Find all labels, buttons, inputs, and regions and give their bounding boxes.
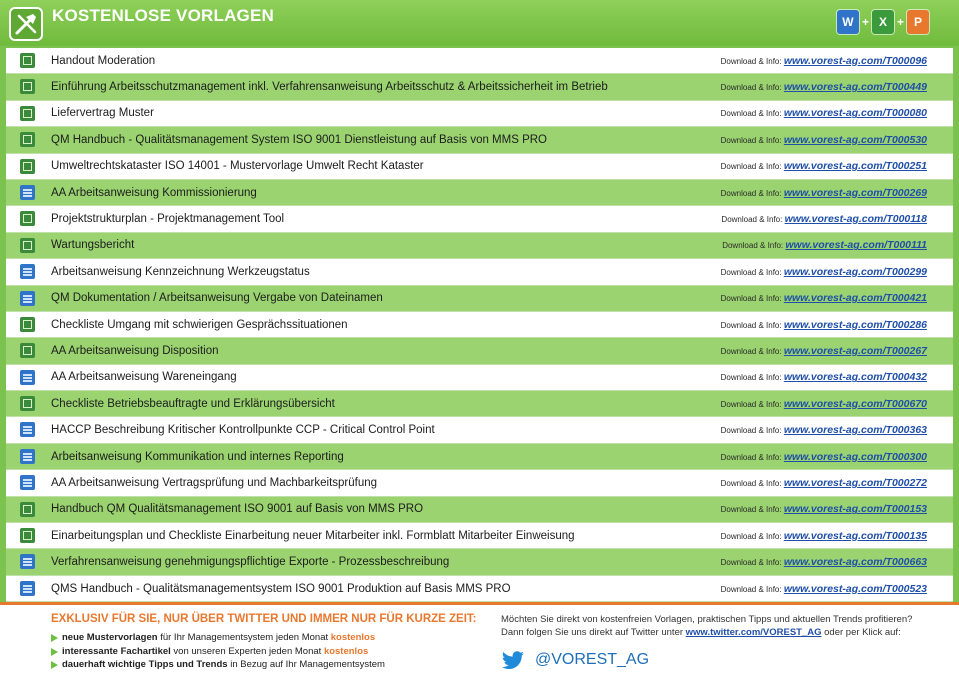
download-info-label: Download & Info: xyxy=(720,320,782,330)
download-info-label: Download & Info: xyxy=(720,294,782,304)
download-link[interactable]: www.vorest-ag.com/T000421 xyxy=(783,292,927,305)
download-link[interactable]: www.vorest-ag.com/T000663 xyxy=(783,556,927,569)
download-link[interactable]: www.vorest-ag.com/T000523 xyxy=(783,582,927,595)
template-row xyxy=(6,497,953,523)
footer-benefits-list xyxy=(51,631,385,672)
download-link[interactable]: www.vorest-ag.com/T000670 xyxy=(783,397,927,410)
benefit-bold: neue Mustervorlagen xyxy=(62,632,158,643)
download-info-label: Download & Info: xyxy=(721,215,783,225)
template-row xyxy=(6,286,953,312)
template-row xyxy=(6,206,953,232)
download-info-label: Download & Info: xyxy=(722,241,784,251)
template-title: Einführung Arbeitsschutzmanagement inkl. Verfahrensanweisung Arbeitsschutz & Arbeitssicherheit im Betrieb xyxy=(51,81,608,94)
download-link[interactable]: www.vorest-ag.com/T000449 xyxy=(783,81,927,94)
download-link[interactable]: www.vorest-ag.com/T000135 xyxy=(783,529,927,542)
benefit-item xyxy=(51,658,385,672)
download-info-label: Download & Info: xyxy=(720,346,782,356)
benefit-accent: kostenlos xyxy=(330,632,376,643)
download-info-label: Download & Info: xyxy=(720,162,782,172)
download-link[interactable]: www.vorest-ag.com/T000096 xyxy=(783,54,927,67)
template-title: Arbeitsanweisung Kommunikation und internes Reporting xyxy=(51,450,344,463)
benefit-bold: dauerhaft wichtige Tipps und Trends xyxy=(62,659,228,670)
download-info xyxy=(721,424,927,436)
template-title: Umweltrechtskataster ISO 14001 - Mustervorlage Umwelt Recht Kataster xyxy=(51,160,424,173)
excel-file-icon xyxy=(20,211,35,226)
download-link[interactable]: www.vorest-ag.com/T000286 xyxy=(783,318,927,331)
download-info xyxy=(721,187,927,199)
template-row xyxy=(6,259,953,285)
download-info-label: Download & Info: xyxy=(720,188,782,198)
template-row xyxy=(6,391,953,417)
template-row xyxy=(6,312,953,338)
download-info xyxy=(721,319,927,331)
word-file-icon xyxy=(20,449,35,464)
download-info xyxy=(721,530,927,542)
footer-line-2 xyxy=(501,626,912,639)
benefit-text: für Ihr Managementsystem jeden Monat xyxy=(157,632,331,643)
download-link[interactable]: www.vorest-ag.com/T000272 xyxy=(783,476,927,489)
download-info xyxy=(721,134,927,146)
word-file-icon xyxy=(20,422,35,437)
download-info-label: Download & Info: xyxy=(720,267,782,277)
download-info xyxy=(721,345,927,357)
template-title: Verfahrensanweisung genehmigungspflichtige Exporte - Prozessbeschreibung xyxy=(51,556,450,569)
benefit-text: von unseren Experten jeden Monat xyxy=(170,645,324,657)
download-info xyxy=(721,160,927,172)
page-title: KOSTENLOSE VORLAGEN xyxy=(52,6,274,25)
excel-file-icon xyxy=(20,317,35,332)
template-row xyxy=(6,549,953,575)
download-link[interactable]: www.vorest-ag.com/T000267 xyxy=(783,344,927,357)
template-title: Checkliste Betriebsbeauftragte und Erklärungsübersicht xyxy=(51,397,335,410)
download-info-label: Download & Info: xyxy=(720,109,782,119)
download-info xyxy=(721,398,927,410)
template-row xyxy=(6,417,953,443)
template-row xyxy=(6,101,953,127)
word-file-icon xyxy=(20,581,35,596)
twitter-url-link[interactable]: www.twitter.com/VOREST_AG xyxy=(685,627,822,638)
template-title: QM Dokumentation / Arbeitsanweisung Vergabe von Dateinamen xyxy=(51,292,383,305)
download-info xyxy=(721,81,927,93)
twitter-handle-link[interactable]: @VOREST_AG xyxy=(535,651,650,668)
template-row xyxy=(6,154,953,180)
footer-line-1: Möchten Sie direkt von kostenfreien Vorlagen, praktischen Tipps und aktuellen Trends profitieren? xyxy=(501,614,913,625)
download-info-label: Download & Info: xyxy=(720,426,782,436)
template-title: Einarbeitungsplan und Checkliste Einarbeitung neuer Mitarbeiter inkl. Formblatt Mitarbeiter Einweisung xyxy=(51,529,575,542)
benefit-accent: kostenlos xyxy=(323,645,369,657)
template-row xyxy=(6,365,953,391)
template-title: Liefervertrag Muster xyxy=(51,107,154,120)
word-file-icon xyxy=(20,291,35,306)
template-title: QM Handbuch - Qualitätsmanagement System ISO 9001 Dienstleistung auf Basis von MMS PRO xyxy=(51,133,547,146)
word-icon: W xyxy=(837,10,859,34)
template-title: Wartungsbericht xyxy=(51,239,135,252)
twitter-bird-icon[interactable] xyxy=(501,651,525,671)
excel-file-icon xyxy=(20,159,35,174)
template-row xyxy=(6,233,953,259)
footer-line-2b: oder per Klick auf: xyxy=(821,627,901,638)
download-info xyxy=(721,213,927,225)
excel-icon: X xyxy=(872,10,894,34)
word-file-icon xyxy=(20,185,35,200)
download-info xyxy=(721,451,927,463)
word-file-icon xyxy=(20,554,35,569)
benefit-item xyxy=(51,631,385,645)
download-info-label: Download & Info: xyxy=(720,452,782,462)
template-title: AA Arbeitsanweisung Disposition xyxy=(51,344,219,357)
template-title: Projektstrukturplan - Projektmanagement Tool xyxy=(51,213,285,226)
plus-icon: + xyxy=(861,15,869,29)
office-app-icons xyxy=(837,10,929,34)
download-info-label: Download & Info: xyxy=(720,56,782,66)
download-info xyxy=(721,55,927,67)
benefit-item xyxy=(51,645,385,659)
benefit-bold: interessante Fachartikel xyxy=(62,645,171,657)
powerpoint-icon: P xyxy=(907,10,929,34)
download-info-label: Download & Info: xyxy=(720,399,782,409)
download-info xyxy=(721,107,927,119)
template-row xyxy=(6,444,953,470)
download-info xyxy=(721,292,927,304)
template-row xyxy=(6,74,953,100)
download-info-label: Download & Info: xyxy=(720,531,782,541)
template-title: Handout Moderation xyxy=(51,54,156,67)
excel-file-icon xyxy=(20,238,35,253)
download-info xyxy=(721,371,927,383)
download-link[interactable]: www.vorest-ag.com/T000530 xyxy=(783,133,927,146)
download-link[interactable]: www.vorest-ag.com/T000299 xyxy=(783,265,927,278)
excel-file-icon xyxy=(20,79,35,94)
download-info xyxy=(721,477,927,489)
download-link[interactable]: www.vorest-ag.com/T000251 xyxy=(783,160,927,173)
template-row xyxy=(6,338,953,364)
word-file-icon xyxy=(20,264,35,279)
word-file-icon xyxy=(20,370,35,385)
download-info-label: Download & Info: xyxy=(720,135,782,145)
download-link[interactable]: www.vorest-ag.com/T000432 xyxy=(783,371,927,384)
excel-file-icon xyxy=(20,502,35,517)
download-link[interactable]: www.vorest-ag.com/T000118 xyxy=(784,213,927,226)
download-info-label: Download & Info: xyxy=(720,558,782,568)
excel-file-icon xyxy=(20,528,35,543)
download-link[interactable]: www.vorest-ag.com/T000111 xyxy=(785,239,927,252)
excel-file-icon xyxy=(20,53,35,68)
template-row xyxy=(6,576,953,602)
download-info xyxy=(721,583,927,595)
download-info-label: Download & Info: xyxy=(720,478,782,488)
benefit-text: in Bezug auf Ihr Managementsystem xyxy=(227,659,385,670)
download-info xyxy=(721,556,927,568)
download-info-label: Download & Info: xyxy=(720,373,782,383)
excel-file-icon xyxy=(20,396,35,411)
template-title: HACCP Beschreibung Kritischer Kontrollpunkte CCP - Critical Control Point xyxy=(51,424,435,437)
template-list xyxy=(6,48,953,602)
template-row xyxy=(6,523,953,549)
template-title: AA Arbeitsanweisung Wareneingang xyxy=(51,371,237,384)
template-row xyxy=(6,180,953,206)
download-link[interactable]: www.vorest-ag.com/T000153 xyxy=(783,503,927,516)
footer-line-2a: Dann folgen Sie uns direkt auf Twitter unter xyxy=(501,627,686,638)
download-info xyxy=(722,239,927,251)
footer-headline: EXKLUSIV FÜR SIE, NUR ÜBER TWITTER UND IMMER NUR FÜR KURZE ZEIT: xyxy=(51,613,477,625)
template-title: AA Arbeitsanweisung Vertragsprüfung und Machbarkeitsprüfung xyxy=(51,476,378,489)
download-link[interactable]: www.vorest-ag.com/T000080 xyxy=(783,107,927,120)
download-link[interactable]: www.vorest-ag.com/T000269 xyxy=(783,186,927,199)
template-title: Checkliste Umgang mit schwierigen Gesprächssituationen xyxy=(51,318,348,331)
template-title: AA Arbeitsanweisung Kommissionierung xyxy=(51,186,257,199)
template-title: QMS Handbuch - Qualitätsmanagementsystem ISO 9001 Produktion auf Basis MMS PRO xyxy=(51,582,511,595)
excel-file-icon xyxy=(20,132,35,147)
template-row xyxy=(6,127,953,153)
template-row xyxy=(6,48,953,74)
plus-icon: + xyxy=(896,15,904,29)
template-title: Arbeitsanweisung Kennzeichnung Werkzeugstatus xyxy=(51,265,310,278)
header-bar xyxy=(0,0,959,46)
tools-logo-icon xyxy=(9,7,43,41)
footer-panel xyxy=(0,602,959,678)
download-info-label: Download & Info: xyxy=(720,584,782,594)
download-info-label: Download & Info: xyxy=(720,83,782,93)
excel-file-icon xyxy=(20,343,35,358)
download-info-label: Download & Info: xyxy=(720,505,782,515)
template-row xyxy=(6,470,953,496)
word-file-icon xyxy=(20,475,35,490)
download-link[interactable]: www.vorest-ag.com/T000300 xyxy=(783,450,927,463)
template-title: Handbuch QM Qualitätsmanagement ISO 9001 auf Basis von MMS PRO xyxy=(51,503,424,516)
download-info xyxy=(721,503,927,515)
footer-twitter-text xyxy=(501,613,912,639)
download-link[interactable]: www.vorest-ag.com/T000363 xyxy=(783,424,927,437)
excel-file-icon xyxy=(20,106,35,121)
download-info xyxy=(721,266,927,278)
